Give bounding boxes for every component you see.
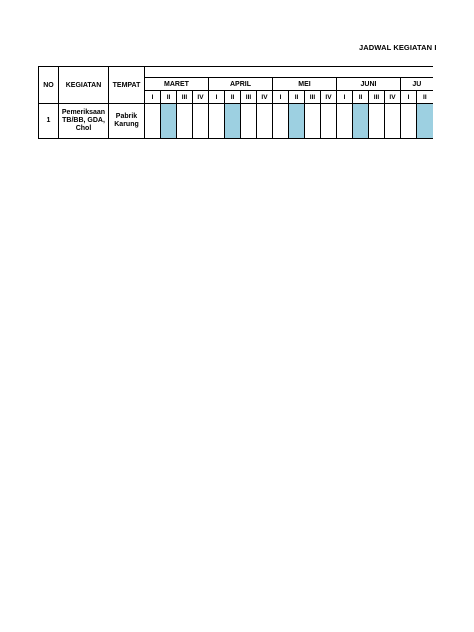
schedule-table — [38, 66, 433, 139]
header-tempat: TEMPAT — [109, 67, 145, 104]
week-header: IV — [385, 91, 401, 104]
schedule-cell — [209, 104, 225, 139]
schedule-cell — [305, 104, 321, 139]
week-header: I — [209, 91, 225, 104]
week-header: III — [177, 91, 193, 104]
table-header-row-top — [39, 67, 433, 78]
week-header: II — [161, 91, 177, 104]
week-header: I — [401, 91, 417, 104]
week-header: II — [353, 91, 369, 104]
week-header: I — [145, 91, 161, 104]
schedule-cell — [321, 104, 337, 139]
schedule-cell — [369, 104, 385, 139]
week-header: III — [241, 91, 257, 104]
schedule-cell — [273, 104, 289, 139]
week-header: II — [225, 91, 241, 104]
schedule-cell — [385, 104, 401, 139]
week-header: III — [369, 91, 385, 104]
cell-tempat: Pabrik Karung — [109, 104, 145, 139]
cell-kegiatan: Pemeriksaan TB/BB, GDA, Chol — [59, 104, 109, 139]
week-header: IV — [193, 91, 209, 104]
header-kegiatan: KEGIATAN — [59, 67, 109, 104]
month-header: JU — [401, 78, 433, 91]
week-header: I — [273, 91, 289, 104]
month-header: JUNI — [337, 78, 401, 91]
week-header: IV — [321, 91, 337, 104]
schedule-cell — [417, 104, 433, 139]
schedule-cell — [257, 104, 273, 139]
week-header: III — [305, 91, 321, 104]
schedule-cell — [401, 104, 417, 139]
schedule-cell — [337, 104, 353, 139]
month-header: MARET — [145, 78, 209, 91]
schedule-cell — [289, 104, 305, 139]
schedule-cell — [225, 104, 241, 139]
cell-no: 1 — [39, 104, 59, 139]
month-header: MEI — [273, 78, 337, 91]
week-header: IV — [257, 91, 273, 104]
month-header: APRIL — [209, 78, 273, 91]
week-header: I — [337, 91, 353, 104]
schedule-cell — [241, 104, 257, 139]
schedule-cell — [193, 104, 209, 139]
document-title: JADWAL KEGIATAN I — [359, 43, 437, 52]
schedule-cell — [161, 104, 177, 139]
header-no: NO — [39, 67, 59, 104]
week-header: II — [289, 91, 305, 104]
schedule-cell — [177, 104, 193, 139]
table-row — [39, 104, 433, 139]
schedule-cell — [145, 104, 161, 139]
schedule-cell — [353, 104, 369, 139]
week-header: II — [417, 91, 433, 104]
header-schedule-blank — [145, 67, 433, 78]
